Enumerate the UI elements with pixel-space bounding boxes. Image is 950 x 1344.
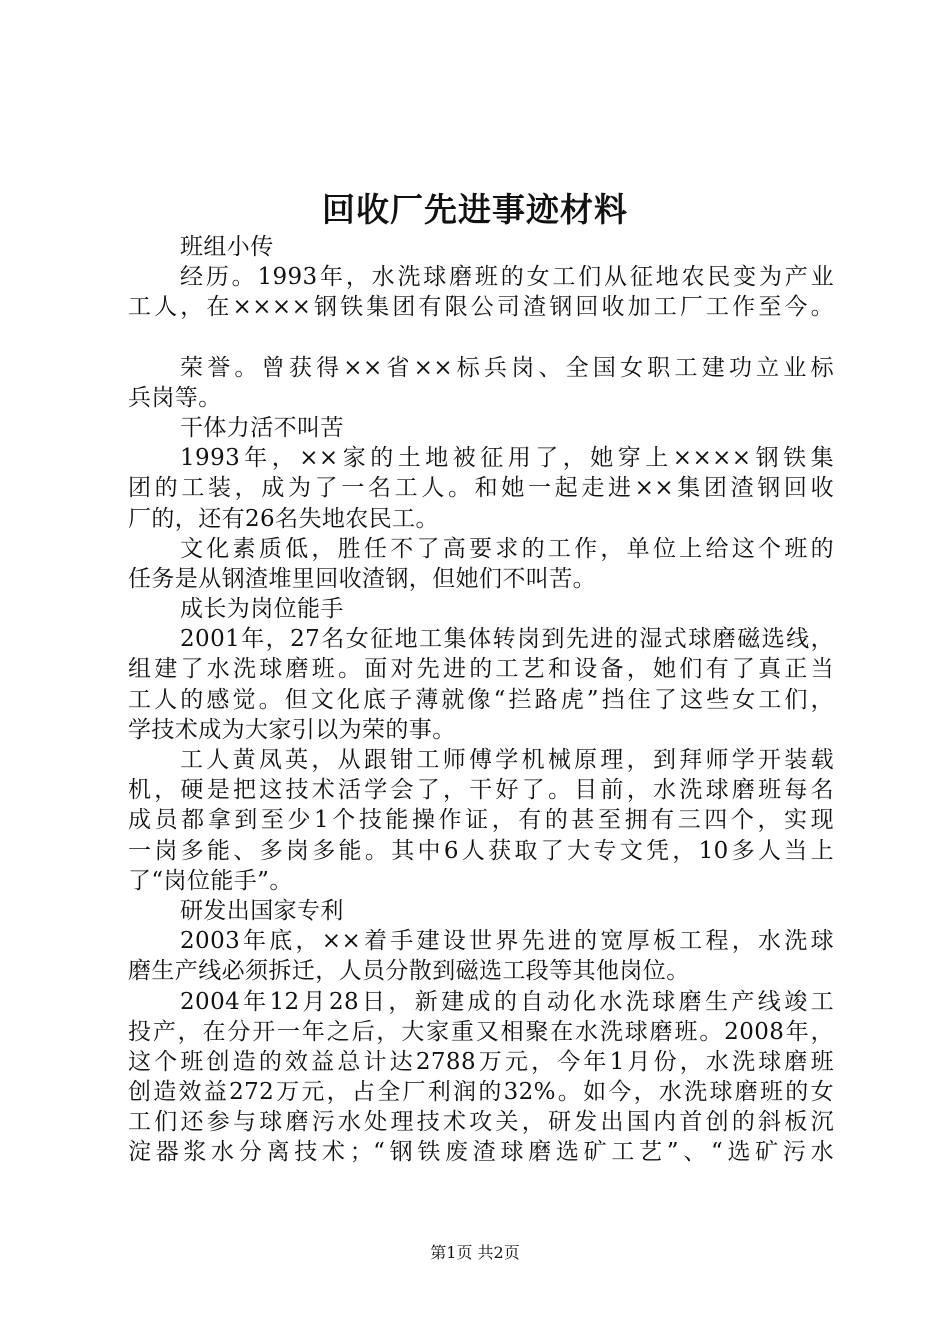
text-line: 工人的感觉。但文化底子薄就像“拦路虎”挡住了这些女工们， <box>128 686 834 713</box>
text-line: 磨生产线必须拆迁，人员分散到磁选工段等其他岗位。 <box>128 958 690 985</box>
text-line: 创造效益272万元，占全厂利润的32%。如今，水洗球磨班的女 <box>128 1079 834 1106</box>
text-line: 文化素质低，胜任不了高要求的工作，单位上给这个班的 <box>180 535 834 562</box>
text-line: 组建了水洗球磨班。面对先进的工艺和设备，她们有了真正当 <box>128 656 834 683</box>
text-line: 兵岗等。 <box>128 384 222 411</box>
blank-line <box>128 323 834 353</box>
page-footer: 第1页 共2页 <box>430 1243 520 1262</box>
text-line: 2001年，27名女征地工集体转岗到先进的湿式球磨磁选线， <box>180 626 834 653</box>
text-line: 机，硬是把这技术活学会了，干好了。目前，水洗球磨班每名 <box>128 777 834 804</box>
text-line: 淀器浆水分离技术；“钢铁废渣球磨选矿工艺”、“选矿污水 <box>128 1139 834 1166</box>
text-line: 一岗多能、多岗多能。其中6人获取了大专文凭，10多人当上 <box>128 837 834 864</box>
text-line: 成员都拿到至少1个技能操作证，有的甚至拥有三四个，实现 <box>128 807 834 834</box>
text-line: 1993年，××家的土地被征用了，她穿上××××钢铁集 <box>180 445 834 472</box>
document-body <box>128 232 834 1168</box>
text-line: 工人，在××××钢铁集团有限公司渣钢回收加工厂工作至今。 <box>128 294 834 321</box>
text-line: 这个班创造的效益总计达2788万元，今年1月份，水洗球磨班 <box>128 1048 834 1075</box>
section-heading: 班组小传 <box>180 234 274 260</box>
text-line: 荣誉。曾获得××省××标兵岗、全国女职工建功立业标 <box>180 354 834 381</box>
text-line: 团的工装，成为了一名工人。和她一起走进××集团渣钢回收 <box>128 475 834 502</box>
text-line: 任务是从钢渣堆里回收渣钢，但她们不叫苦。 <box>128 565 596 592</box>
text-line: 学技术成为大家引以为荣的事。 <box>128 716 456 743</box>
text-line: 厂的，还有26名失地农民工。 <box>128 505 439 532</box>
text-line: 投产，在分开一年之后，大家重又相聚在水洗球磨班。2008年， <box>128 1018 834 1045</box>
document-title: 回收厂先进事迹材料 <box>322 190 628 229</box>
text-line: 工们还参与球磨污水处理技术攻关，研发出国内首创的斜板沉 <box>128 1109 834 1136</box>
text-line: 工人黄凤英，从跟钳工师傅学机械原理，到拜师学开装载 <box>180 747 834 773</box>
text-line: 了“岗位能手”。 <box>128 867 293 894</box>
text-line: 2003年底，××着手建设世界先进的宽厚板工程，水洗球 <box>180 928 834 955</box>
text-line: 经历。1993年，水洗球磨班的女工们从征地农民变为产业 <box>180 264 834 291</box>
section-heading: 研发出国家专利 <box>180 897 344 924</box>
section-heading: 成长为岗位能手 <box>180 596 344 623</box>
text-line: 2004年12月28日，新建成的自动化水洗球磨生产线竣工 <box>180 988 834 1015</box>
section-heading: 干体力活不叫苦 <box>180 414 344 441</box>
